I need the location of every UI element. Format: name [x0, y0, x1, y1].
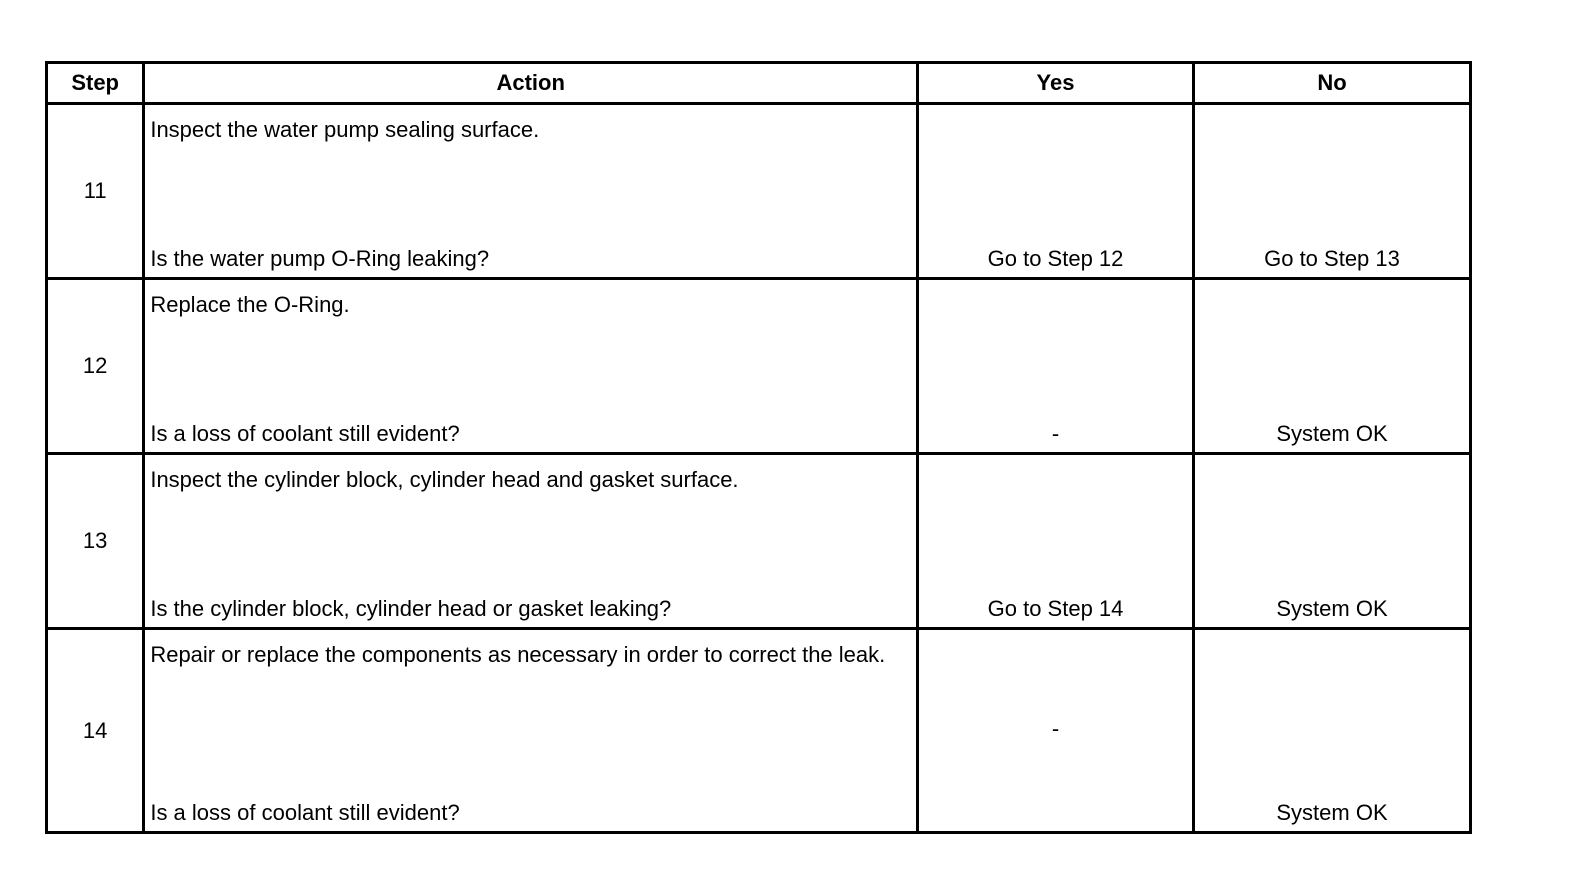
action-instruction: Inspect the water pump sealing surface.	[150, 117, 540, 142]
yes-result: Go to Step 14	[987, 596, 1124, 621]
no-result: System OK	[1276, 421, 1388, 446]
action-question: Is a loss of coolant still evident?	[150, 421, 460, 446]
diagnostic-table	[45, 61, 1472, 834]
table-row	[47, 454, 1471, 629]
action-cell	[144, 279, 918, 454]
header-step: Step	[47, 63, 144, 104]
header-no: No	[1194, 63, 1471, 104]
action-cell	[144, 454, 918, 629]
action-instruction: Repair or replace the components as necessary in order to correct the leak.	[150, 642, 886, 667]
yes-result: Go to Step 12	[987, 246, 1124, 271]
yes-cell	[918, 629, 1194, 833]
header-yes: Yes	[918, 63, 1194, 104]
table-row	[47, 279, 1471, 454]
no-result: Go to Step 13	[1264, 246, 1400, 271]
no-cell	[1194, 279, 1471, 454]
step-number: 13	[47, 454, 144, 629]
action-instruction: Inspect the cylinder block, cylinder head and gasket surface.	[150, 467, 739, 492]
no-result: System OK	[1276, 800, 1388, 825]
no-cell	[1194, 454, 1471, 629]
action-cell	[144, 629, 918, 833]
table-row	[47, 629, 1471, 833]
yes-result: -	[1051, 421, 1060, 446]
yes-cell	[918, 454, 1194, 629]
yes-result: -	[1051, 716, 1060, 741]
action-question: Is the cylinder block, cylinder head or gasket leaking?	[150, 596, 672, 621]
yes-cell	[918, 104, 1194, 279]
step-number: 14	[47, 629, 144, 833]
header-row	[47, 63, 1471, 104]
action-question: Is the water pump O-Ring leaking?	[150, 246, 490, 271]
no-cell	[1194, 104, 1471, 279]
action-instruction: Replace the O-Ring.	[150, 292, 350, 317]
step-number: 11	[47, 104, 144, 279]
action-cell	[144, 104, 918, 279]
header-action: Action	[144, 63, 918, 104]
yes-cell	[918, 279, 1194, 454]
no-result: System OK	[1276, 596, 1388, 621]
table-row	[47, 104, 1471, 279]
step-number: 12	[47, 279, 144, 454]
no-cell	[1194, 629, 1471, 833]
action-question: Is a loss of coolant still evident?	[150, 800, 460, 825]
